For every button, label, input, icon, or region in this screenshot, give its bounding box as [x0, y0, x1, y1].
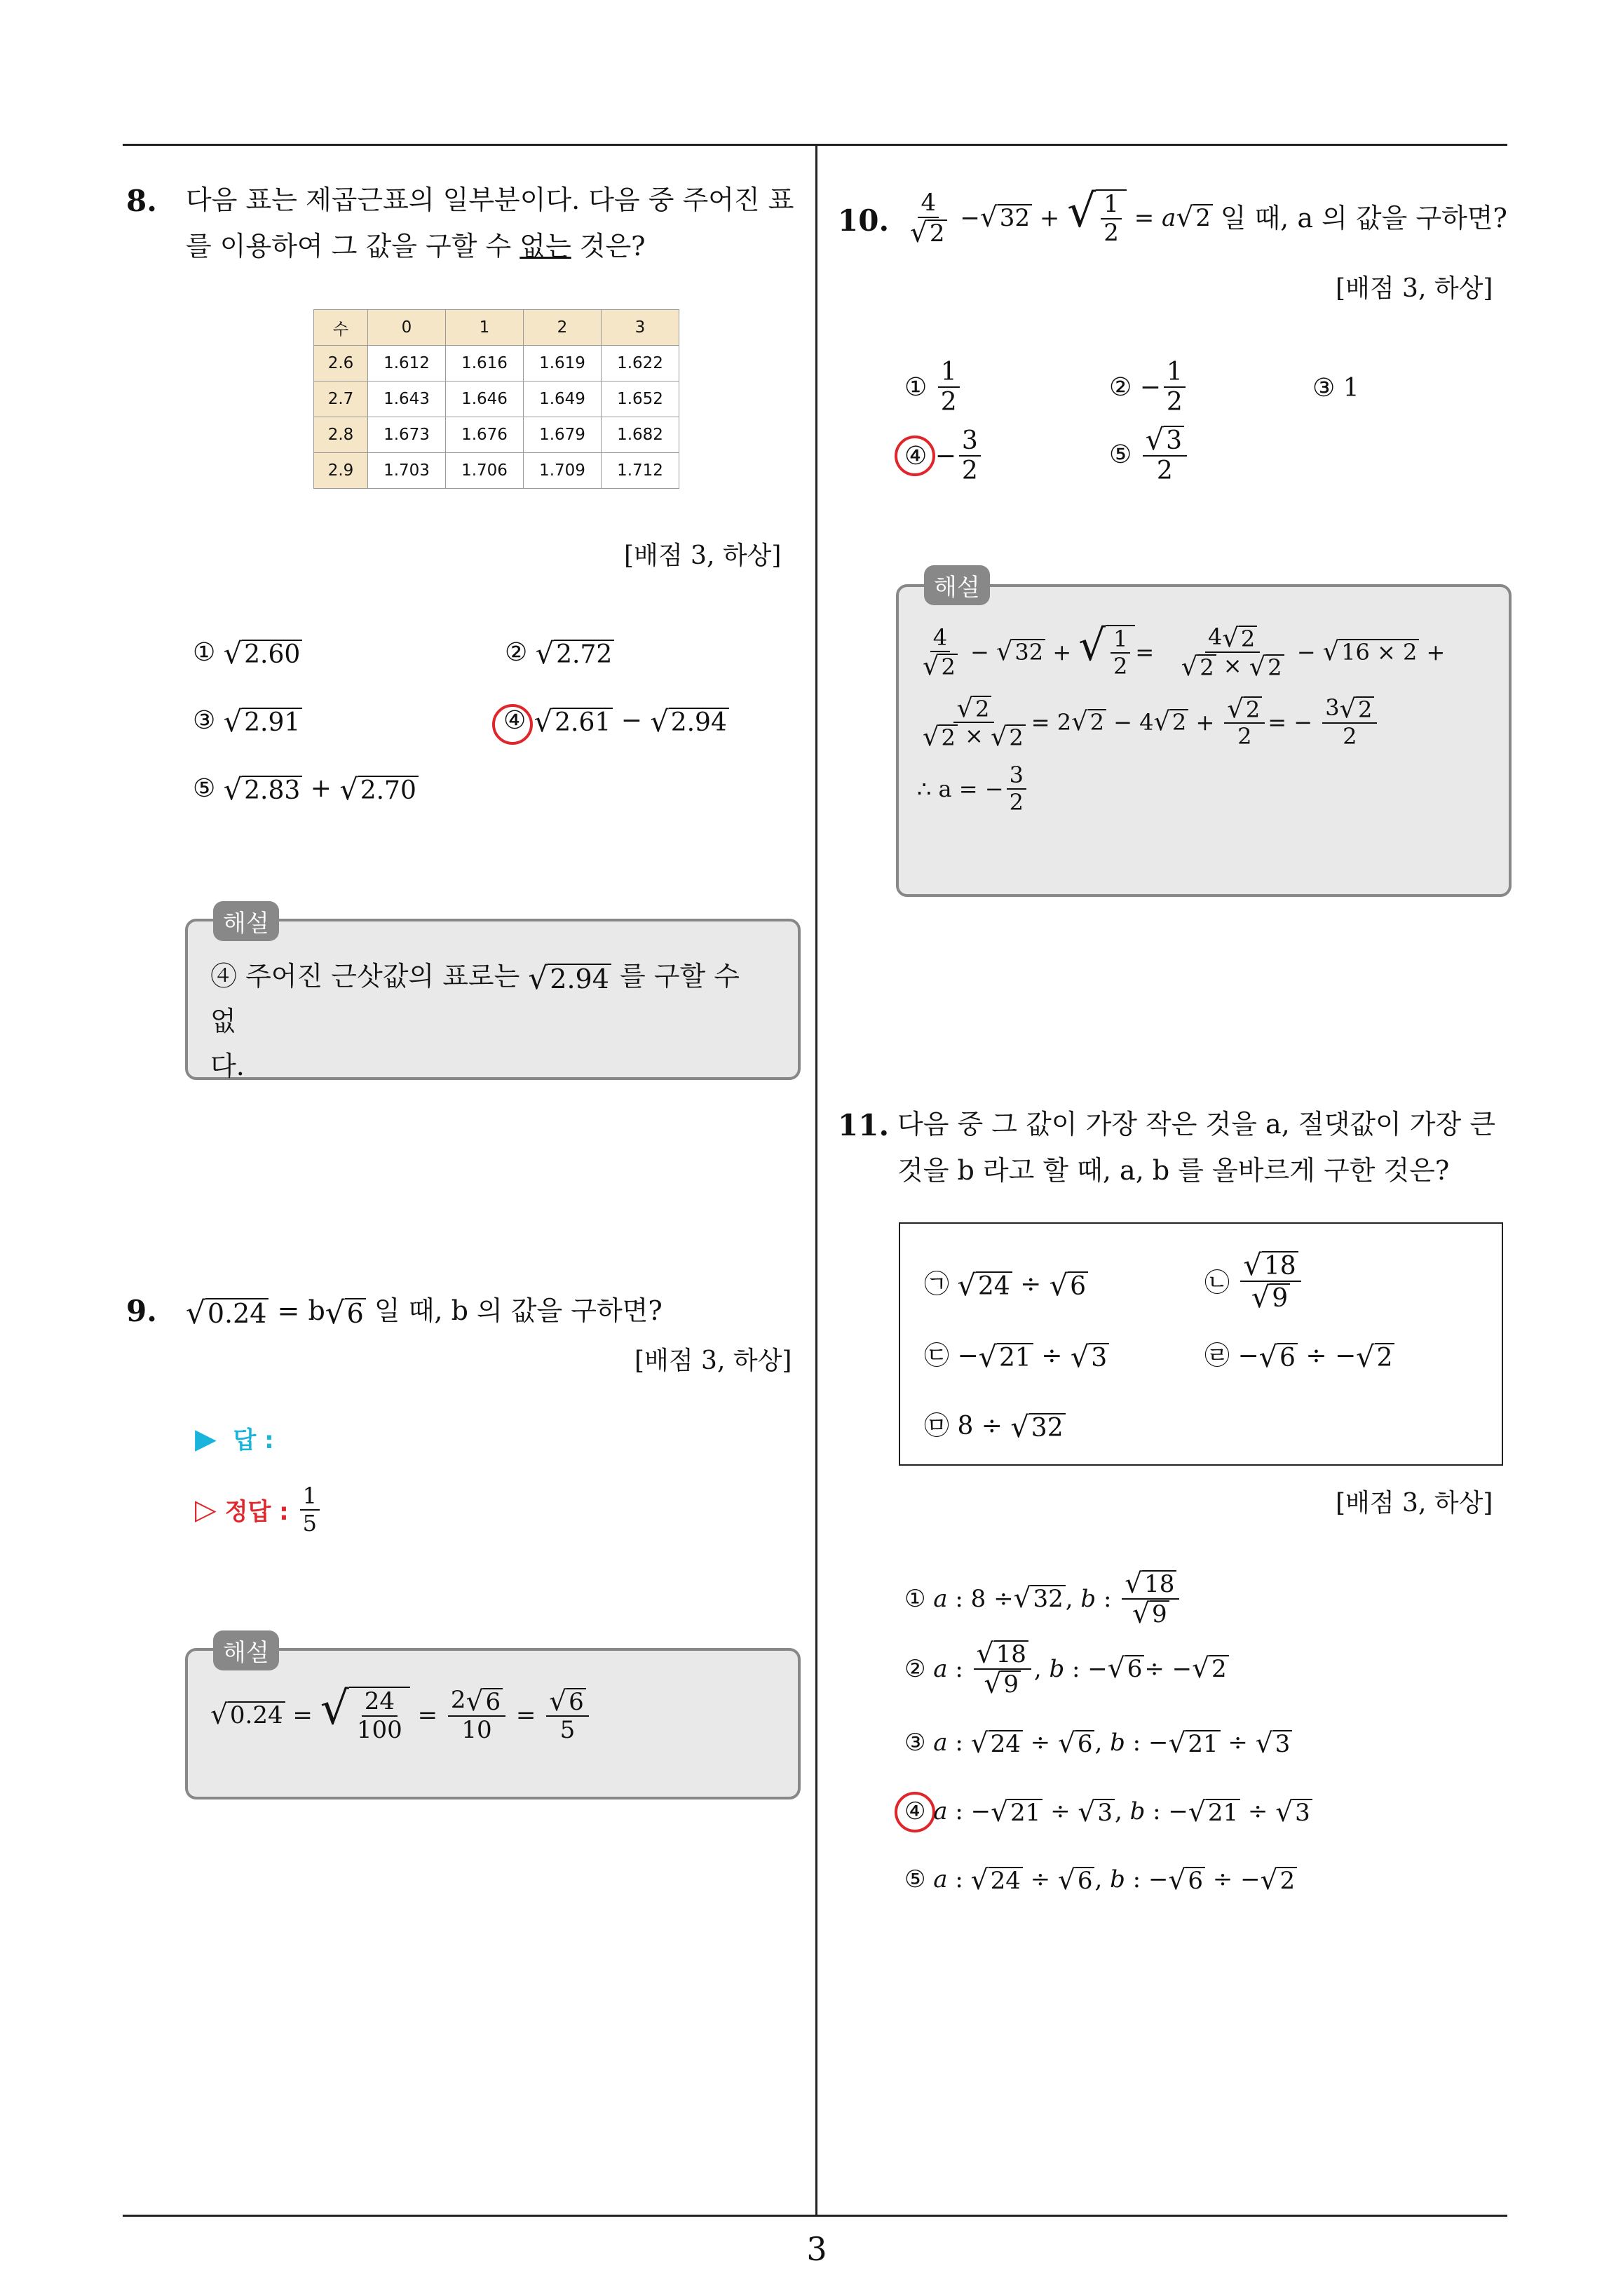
condition-c: ㉢ − √ 21 ÷ √ 3 [924, 1336, 1109, 1372]
correct-answer: ▷ 정답 : $\frac{1}{5}$ [195, 1483, 322, 1537]
q11-points: [배점 3, 하상] [1336, 1489, 1493, 1518]
q8-option-5[interactable]: ⑤ √ 2.83 + √ 2.70 [193, 774, 419, 805]
column-divider [815, 144, 817, 2216]
table-cell: 1.706 [446, 453, 524, 489]
table-header-cell: 2 [524, 310, 602, 346]
table-cell: 1.643 [368, 381, 446, 417]
q11-text-line2: 것을 b 라고 할 때, a, b 를 올바르게 구한 것은? [897, 1155, 1450, 1186]
table-cell: 2.8 [314, 417, 368, 453]
page-number: 3 [806, 2230, 827, 2268]
table-cell: 1.652 [602, 381, 679, 417]
condition-b: ㉡ √ 18 √ 9 [1204, 1250, 1304, 1313]
q8-points: [배점 3, 하상] [624, 541, 782, 570]
q11-option-4[interactable]: ④ a : − √ 21 ÷ √ 3 , b : − √ 21 ÷ √ 3 [904, 1797, 1312, 1827]
q8-option-2[interactable]: ② √ 2.72 [505, 638, 614, 669]
table-cell: 1.679 [524, 417, 602, 453]
table-cell: 1.712 [602, 453, 679, 489]
q11-option-2[interactable]: ② a : √ 18 √ 9 , b : − √ 6 ÷ − √ 2 [904, 1640, 1229, 1698]
table-cell: 2.7 [314, 381, 368, 417]
table-header-cell: 0 [368, 310, 446, 346]
table-cell: 1.612 [368, 346, 446, 381]
table-cell: 2.9 [314, 453, 368, 489]
table-cell: 1.673 [368, 417, 446, 453]
table-row [314, 417, 679, 453]
q8-text-line1: 다음 표는 제곱근표의 일부분이다. 다음 중 주어진 표 [186, 184, 794, 215]
table-row [314, 346, 679, 381]
q10-option-3[interactable]: ③ 1 [1312, 374, 1359, 403]
table-cell: 1.619 [524, 346, 602, 381]
q10-option-4[interactable]: ④ − $\frac{3}{2}$ [904, 426, 984, 486]
q10-explanation-tag: 해설 [924, 565, 990, 605]
table-cell: 1.703 [368, 453, 446, 489]
table-cell: 1.646 [446, 381, 524, 417]
q11-text [897, 1101, 1514, 1194]
q10-explanation-math: 4 √ 2 − √ 32 + √ $\frac{1}{2}$ = 4 √ 2 √ 2 × √ 2 − √ 16 × 2 + √ 2 √ 2 × √ 2 = 2 √ 2 − 4 √ 2 + √ 2 2 = − 3 √ 2 2 ∴ a = − $\frac{3}{2}$ [917, 621, 1446, 816]
condition-d: ㉣ − √ 6 ÷ − √ 2 [1204, 1336, 1394, 1372]
q10-points: [배점 3, 하상] [1336, 274, 1493, 303]
table-header-cell: 1 [446, 310, 524, 346]
q10-option-2[interactable]: ② − $\frac{1}{2}$ [1109, 358, 1188, 417]
q10-option-1[interactable]: ① $\frac{1}{2}$ [904, 358, 963, 417]
q8-option-1[interactable]: ① √ 2.60 [193, 638, 302, 669]
answer-field[interactable]: ▶ 답 : [195, 1423, 274, 1455]
table-cell: 1.649 [524, 381, 602, 417]
table-cell: 2.6 [314, 346, 368, 381]
q8-explanation-text: ④ 주어진 근삿값의 표로는 √ 2.94 를 구할 수 없 다. [210, 960, 740, 1081]
q8-explanation-tag: 해설 [213, 901, 279, 941]
square-root-table [313, 309, 679, 489]
q9-explanation-math: √ 0.24 = √ $\frac{24}{100}$ = 2 √ 6 10 = √ 6 5 [210, 1687, 592, 1744]
q8-number: 8. [126, 184, 157, 218]
table-cell: 1.616 [446, 346, 524, 381]
q11-option-1[interactable]: ① a : 8 ÷ √ 32 , b : √ 18 √ 9 [904, 1569, 1182, 1628]
condition-e: ㉤ 8 ÷ √ 32 [924, 1406, 1066, 1443]
q8-text-line2: 를 이용하여 그 값을 구할 수 없는 것은? [186, 231, 646, 262]
q11-option-3[interactable]: ③ a : √ 24 ÷ √ 6 , b : − √ 21 ÷ √ 3 [904, 1729, 1292, 1758]
table-row [314, 381, 679, 417]
table-header-cell: 3 [602, 310, 679, 346]
table-cell: 1.682 [602, 417, 679, 453]
q11-text-line1: 다음 중 그 값이 가장 작은 것을 a, 절댓값이 가장 큰 [897, 1109, 1495, 1140]
condition-a: ㉠ √ 24 ÷ √ 6 [924, 1264, 1088, 1301]
table-header-row [314, 310, 679, 346]
bottom-rule [123, 2215, 1507, 2217]
q8-option-3[interactable]: ③ √ 2.91 [193, 706, 302, 737]
q8-text [186, 177, 803, 269]
table-cell: 1.676 [446, 417, 524, 453]
q11-option-5[interactable]: ⑤ a : √ 24 ÷ √ 6 , b : − √ 6 ÷ − √ 2 [904, 1865, 1297, 1895]
q8-option-4[interactable]: ④ √ 2.61 − √ 2.94 [503, 706, 729, 737]
q11-number: 11. [838, 1108, 890, 1142]
q10-text: 4 √ 2 − √ 32 + √ $\frac{1}{2}$ = a √ 2 일 때, a 의 값을 구하면? [910, 185, 1507, 249]
table-header-cell: 수 [314, 310, 368, 346]
q10-number: 10. [838, 203, 890, 238]
q10-option-5[interactable]: ⑤ √ 3 2 [1109, 424, 1190, 485]
table-cell: 1.622 [602, 346, 679, 381]
q9-explanation-tag: 해설 [213, 1630, 279, 1670]
q9-text: √ 0.24 = b √ 6 일 때, b 의 값을 구하면? [186, 1295, 663, 1331]
q10-conclusion: ∴ a = − [917, 775, 1004, 802]
table-cell: 1.709 [524, 453, 602, 489]
table-row [314, 453, 679, 489]
q9-points: [배점 3, 하상] [634, 1346, 792, 1375]
q9-number: 9. [126, 1294, 157, 1328]
